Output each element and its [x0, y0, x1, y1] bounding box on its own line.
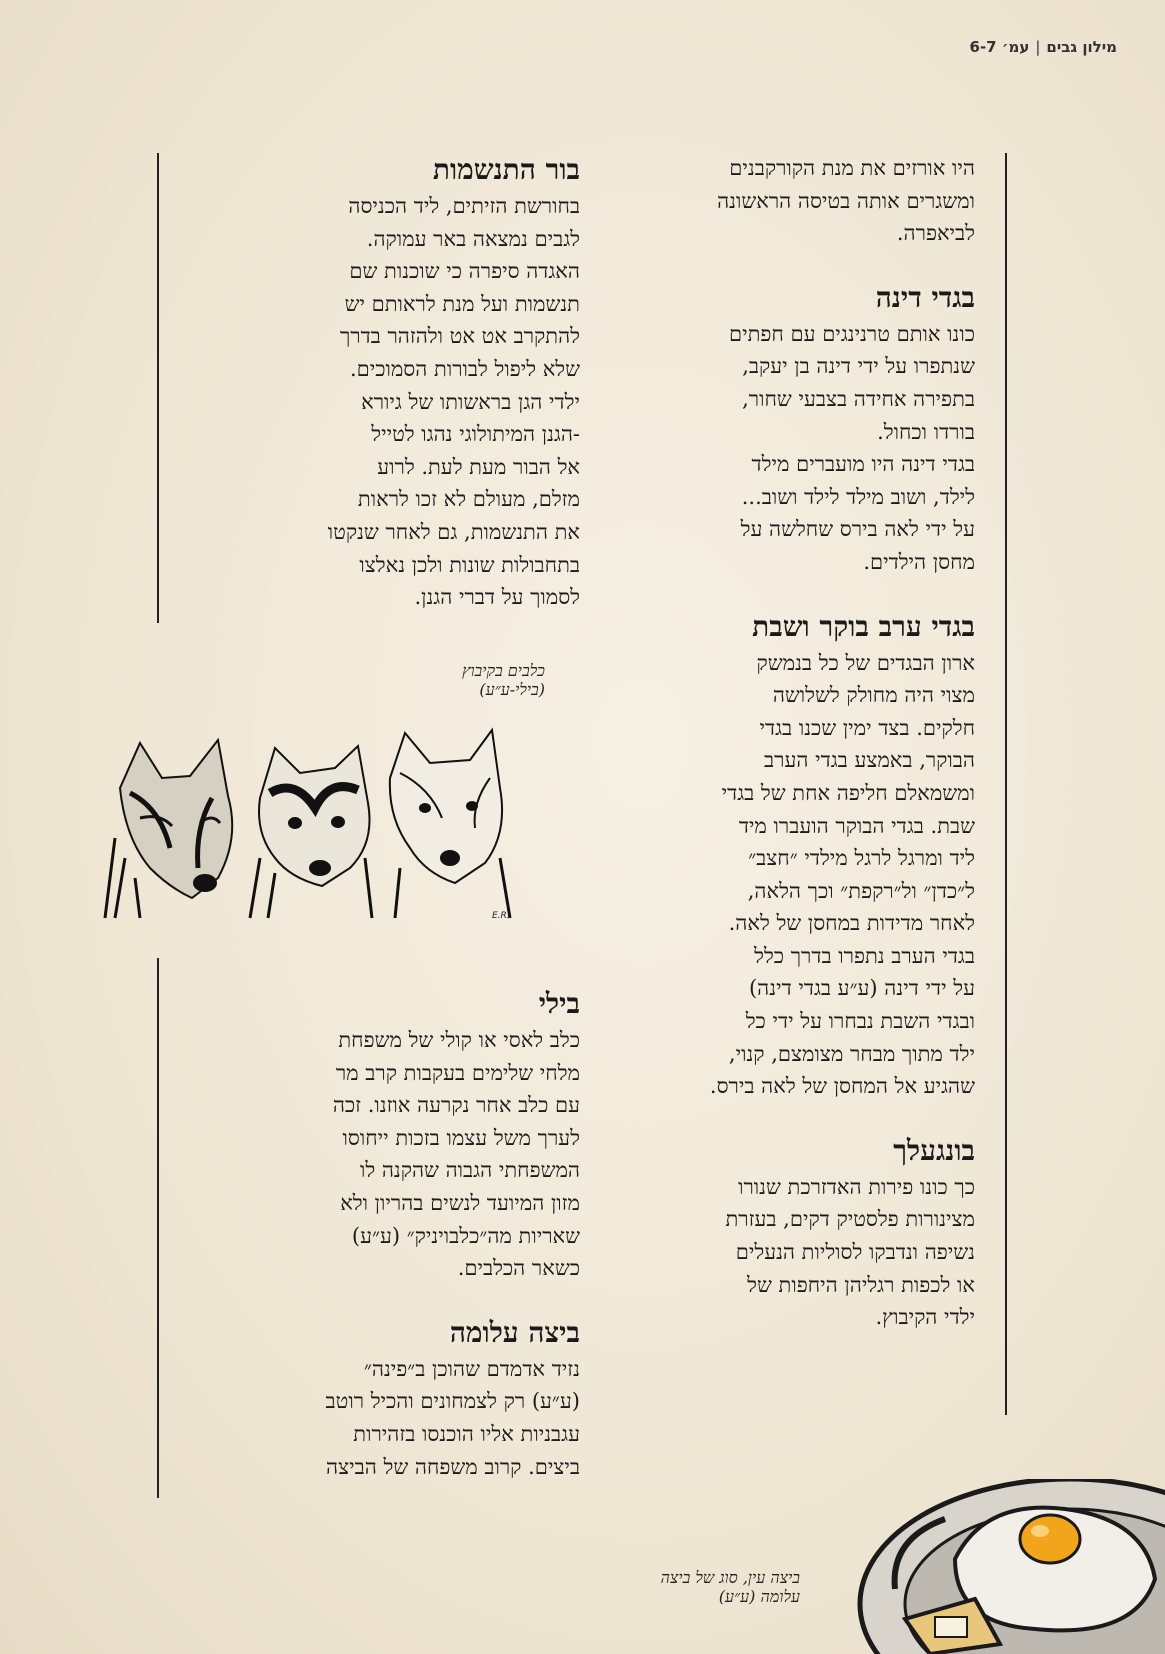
entry [180, 1313, 580, 1483]
entry [180, 150, 580, 614]
right-column-rule [1005, 153, 1007, 1415]
entry-paragraph: בגדי דינה היו מועברים מילד לילד, ושוב מילד לילד ושוב... על ידי לאה בירס שחלשה על מחסן הילדים. [740, 452, 975, 574]
entry-heading: בילי [538, 987, 580, 1020]
left-column-top-rule [157, 153, 159, 623]
left-column-top [180, 150, 580, 642]
dog-left-icon [105, 740, 232, 918]
dog-right-icon [390, 730, 510, 918]
entry [615, 1131, 975, 1334]
entry-heading: בגדי דינה [875, 280, 975, 314]
entry-paragraph: בגדי הערב נתפרו בדרך כלל על ידי דינה (ע״ע בגדי דינה) ובגדי השבת נבחרו על ידי כל ילד מתוך מבחר מצומצם, קנוי, שהגיע אל המחסן של לאה בירס. [709, 943, 975, 1099]
entry-paragraph: כלב לאסי או קולי של משפחת מלחי שלימים בעקבות קרב מר עם כלב אחר נקרעה אוזנו. זכה לערך משל עצמו בזכות ייחוסו המשפחתי הגבוה שהקנה לו מזון המיועד לנשים בהריון ולא שאריות מה״כלבויניק״ (ע״ע) כשאר הכלבים. [332, 1028, 580, 1281]
entry-paragraph: בחורשת הזיתים, ליד הכניסה לגבים נמצאה באר עמוקה. [348, 194, 580, 251]
publication-title: מילון גבים [1046, 38, 1117, 56]
entry-paragraph: כך כונו פירות האדזרכת שנורו מצינורות פלסטיק דקים, בעזרת נשיפה ונדבקו לסוליות הנעלים או לכפות רגליהן היחפות של ילדי הקיבוץ. [725, 1174, 975, 1330]
header-separator: | [1035, 38, 1041, 56]
left-column-bottom [180, 984, 580, 1511]
dogs-illustration [100, 718, 540, 923]
entry-heading: ביצה עלומה [449, 1315, 580, 1349]
entry-paragraph: ארון הבגדים של כל בנמשק מצוי היה מחולק לשלושה חלקים. בצד ימין שכנו בגדי הבוקר, באמצע בגדי הערב ומשמאלם חליפה אחת של בגדי שבת. בגדי הבוקר הועברו מיד ליד ומרגל לרגל מילדי ״חצב״ ל״כדן״ ול״רקפת״ וכך הלאה, לאחר מדידות במחסן של לאה. [721, 650, 975, 936]
entry-paragraph: כונו אותם טרנינגים עם חפתים שנתפרו על ידי דינה בן יעקב, בתפירה אחידה בצבעי שחור, בורדו וכחול. [729, 321, 975, 444]
left-column-bottom-rule [157, 958, 159, 1498]
entry-heading: בגדי ערב בוקר ושבת [752, 609, 975, 643]
entry-paragraph: היו אורזים את מנת הקורקבנים ומשגרים אותה בטיסה הראשונה לביאפרה. [717, 156, 975, 246]
right-column [615, 152, 975, 1362]
entry-heading: בור התנשמות [432, 153, 580, 186]
running-header [970, 38, 1117, 56]
egg-caption: ביצה עין, סוג של ביצה עלומה (ע״ע) [660, 1568, 800, 1606]
entry-paragraph: ילדי הגן בראשותו של גיורא -הגנן המיתולוגי נהגו לטייל אל הבור מעת לעת. לרוע מזלם, מעולם לא זכו לראות את התנשמות, גם לאחר שנקטו בתחבולות שונות ולכן נאלצו לסמוך על דברי הגנן. [327, 389, 580, 610]
fried-egg-illustration [835, 1479, 1165, 1654]
page-number: עמ׳ 6-7 [969, 38, 1030, 56]
dogs-caption: כלבים בקיבוץ (בילי-ע״ע) [462, 661, 545, 699]
entry [615, 607, 975, 1103]
artist-signature: E.R. [492, 911, 510, 921]
entry [180, 984, 580, 1285]
entry [615, 278, 975, 579]
entry-paragraph: האגדה סיפרה כי שוכנות שם תנשמות ועל מנת לראותם יש להתקרב אט אט ולהזהר בדרך שלא ליפול לבורות הסמוכים. [339, 259, 580, 381]
entry [615, 152, 975, 250]
entry-paragraph: נזיד אדמדם שהוכן ב״פינה״ (ע״ע) רק לצמחונים והכיל רוטב עגבניות אליו הוכנסו בזהירות ביצים. קרוב משפחה של הביצה [325, 1356, 580, 1479]
dog-middle-icon [250, 746, 372, 918]
entry-heading: בונגעלך [893, 1133, 975, 1167]
